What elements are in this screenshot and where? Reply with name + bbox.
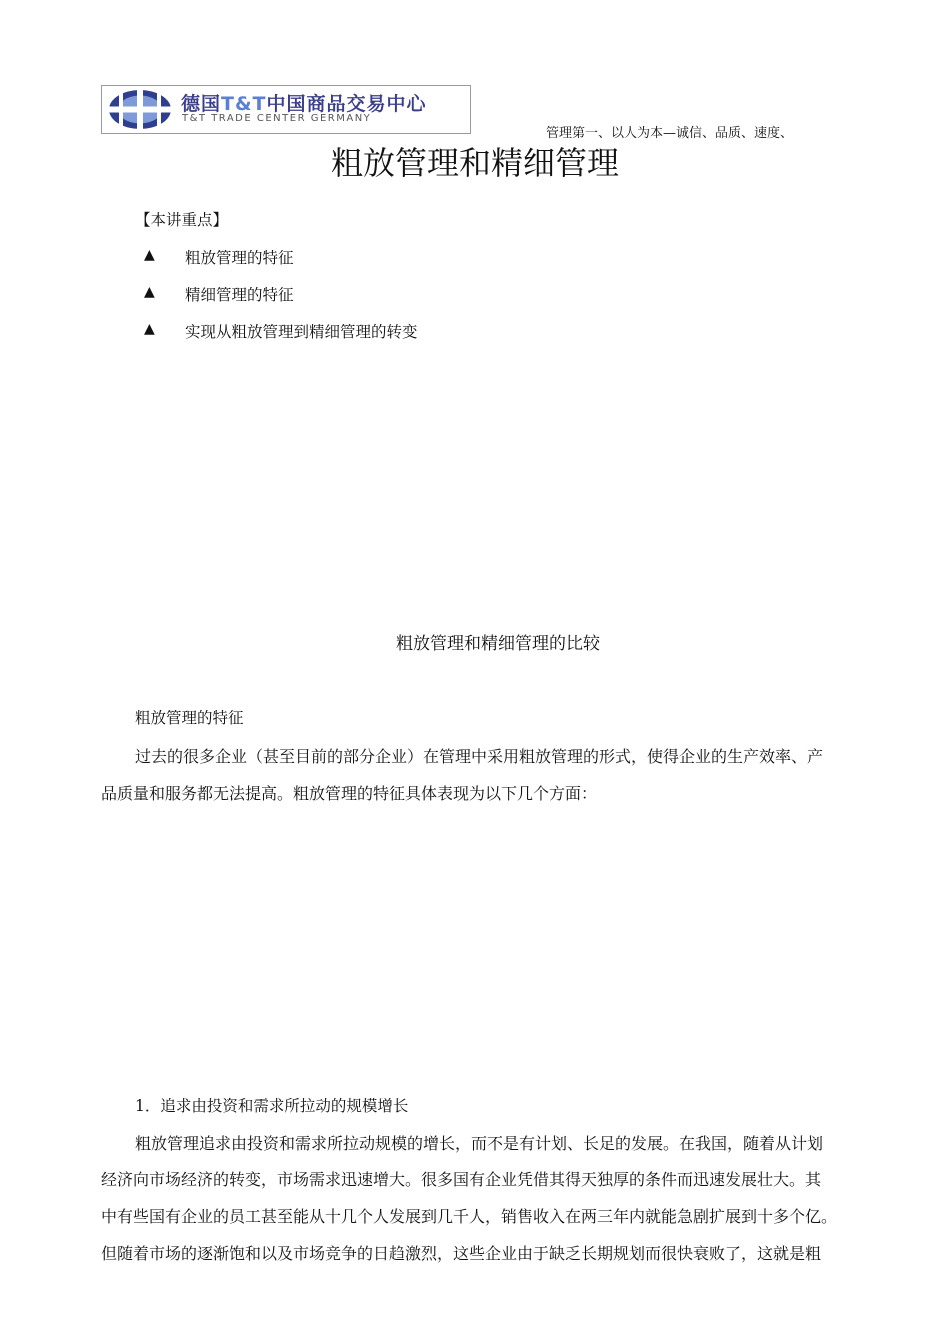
key-points-label: 【本讲重点】 xyxy=(135,211,229,229)
paragraph-line: 中有些国有企业的员工甚至能从十几个人发展到几千人，销售收入在两三年内就能急剧扩展到十多个亿。 xyxy=(101,1207,838,1226)
paragraph-line: 粗放管理追求由投资和需求所拉动规模的增长，而不是有计划、长足的发展。在我国，随着从计划 xyxy=(135,1134,824,1153)
document-title: 粗放管理和精细管理 xyxy=(330,144,619,182)
key-point-item: 实现从粗放管理到精细管理的转变 xyxy=(185,323,418,341)
key-point-item: 粗放管理的特征 xyxy=(185,249,294,267)
key-point-item: 精细管理的特征 xyxy=(185,286,294,304)
bullet-triangle-icon: ▲ xyxy=(144,284,155,300)
header-tagline: 管理第一、以人为本—诚信、品质、速度、 xyxy=(546,126,794,141)
company-logo xyxy=(101,85,471,134)
paragraph-line: 品质量和服务都无法提高。粗放管理的特征具体表现为以下几个方面： xyxy=(101,784,598,803)
paragraph-line: 过去的很多企业（甚至目前的部分企业）在管理中采用粗放管理的形式，使得企业的生产效率、产 xyxy=(135,747,824,766)
logo-chinese-name: 德国T&T中国商品交易中心 xyxy=(181,93,427,115)
logo-english-name: T&T TRADE CENTER GERMANY xyxy=(182,113,372,124)
paragraph-line: 但随着市场的逐渐饱和以及市场竞争的日趋激烈，这些企业由于缺乏长期规划而很快衰败了，这就是粗 xyxy=(101,1244,822,1263)
sub-heading: 粗放管理的特征 xyxy=(135,709,244,727)
item-heading: 1．追求由投资和需求所拉动的规模增长 xyxy=(135,1097,409,1115)
bullet-triangle-icon: ▲ xyxy=(144,321,155,337)
section-heading: 粗放管理和精细管理的比较 xyxy=(396,634,600,654)
paragraph-line: 经济向市场经济的转变，市场需求迅速增大。很多国有企业凭借其得天独厚的条件而迅速发展壮大。其 xyxy=(101,1170,822,1189)
logo-emblem-icon xyxy=(105,88,175,131)
bullet-triangle-icon: ▲ xyxy=(144,247,155,263)
